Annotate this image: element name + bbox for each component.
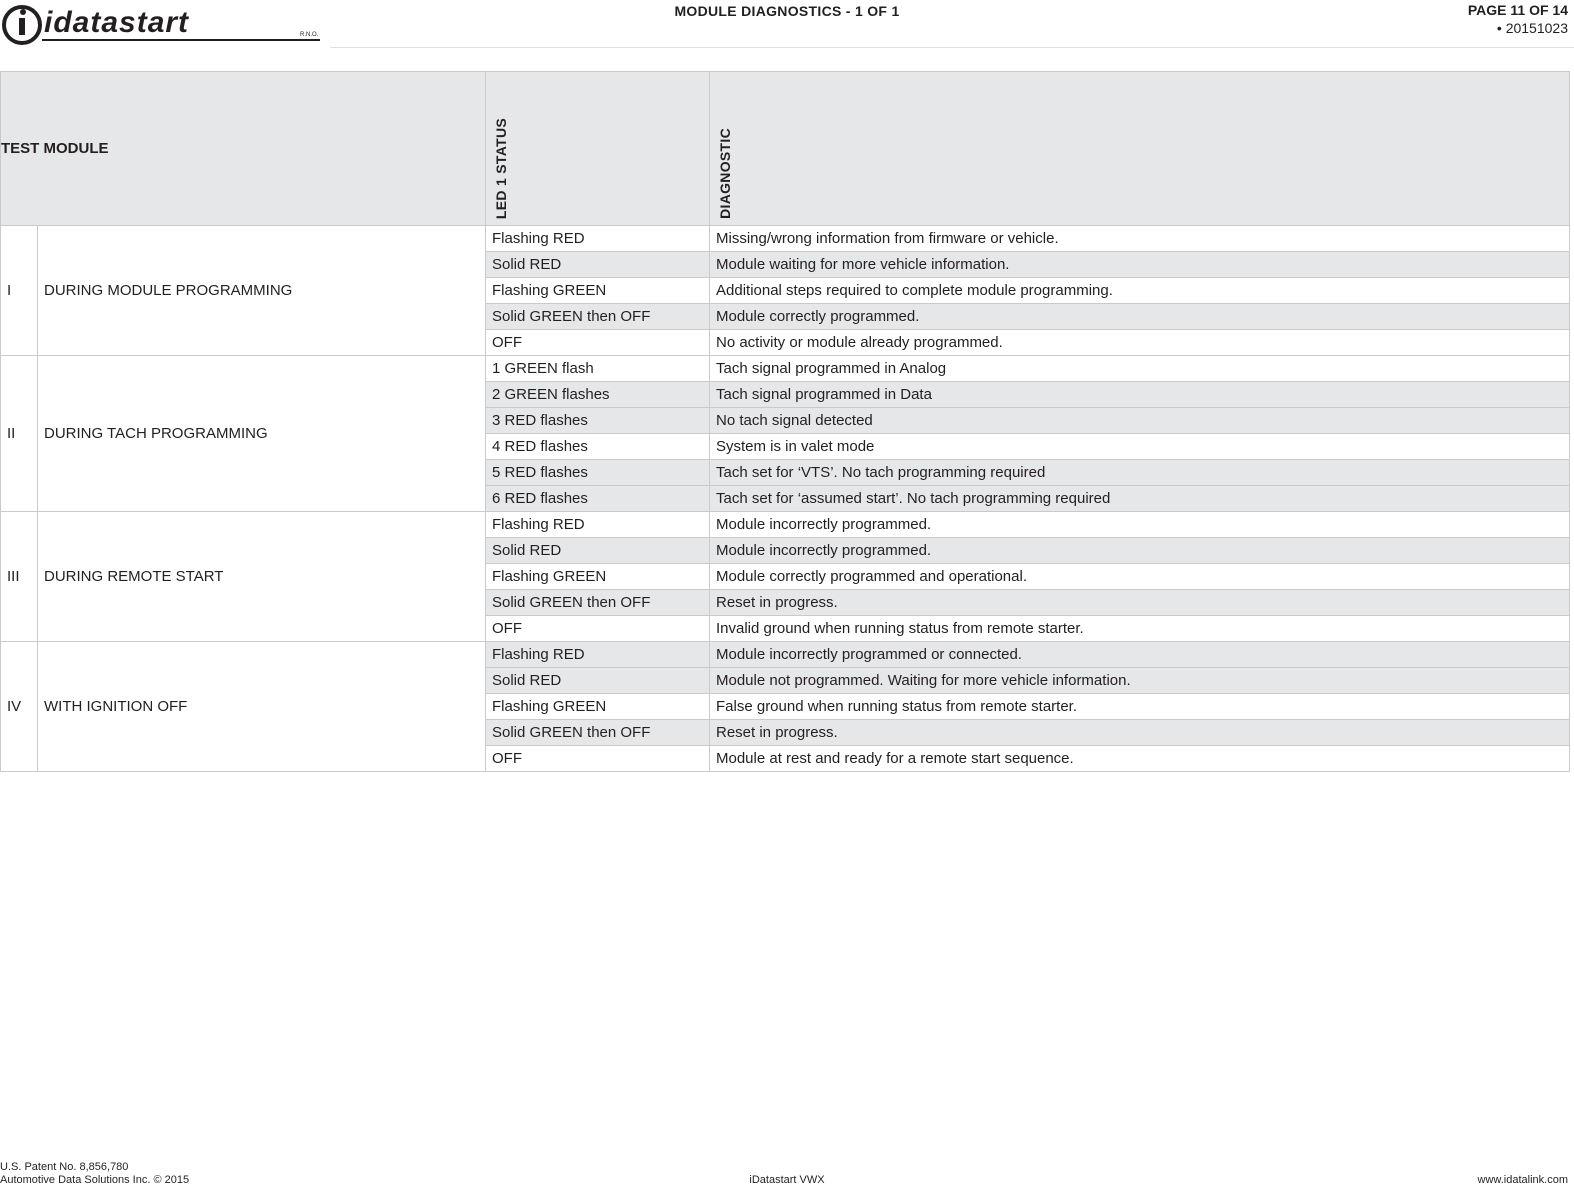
table-header-row: [1, 72, 1570, 226]
led-status-cell: Flashing GREEN: [486, 278, 710, 304]
table-body: [1, 226, 1570, 772]
diagnostic-cell: Module correctly programmed.: [710, 304, 1570, 330]
header-diagnostic: [710, 72, 1570, 226]
section-name: DURING TACH PROGRAMMING: [38, 356, 486, 512]
led-status-cell: Solid RED: [486, 252, 710, 278]
document-id: • 20151023: [1496, 20, 1568, 36]
led-status-cell: Solid GREEN then OFF: [486, 720, 710, 746]
led-status-cell: Flashing RED: [486, 512, 710, 538]
diagnostic-cell: Module incorrectly programmed.: [710, 512, 1570, 538]
diagnostic-cell: Tach set for ‘VTS’. No tach programming required: [710, 460, 1570, 486]
led-status-cell: Flashing GREEN: [486, 694, 710, 720]
diagnostic-cell: False ground when running status from remote starter.: [710, 694, 1570, 720]
table-row: [1, 642, 1570, 668]
led-status-cell: 4 RED flashes: [486, 434, 710, 460]
diagnostic-cell: Tach signal programmed in Data: [710, 382, 1570, 408]
section-numeral: II: [1, 356, 38, 512]
led-status-cell: 2 GREEN flashes: [486, 382, 710, 408]
led-status-cell: Flashing RED: [486, 642, 710, 668]
patent-text: U.S. Patent No. 8,856,780: [0, 1161, 129, 1173]
diagnostic-cell: Reset in progress.: [710, 720, 1570, 746]
header-led-status: [486, 72, 710, 226]
table-row: [1, 512, 1570, 538]
diagnostic-cell: Reset in progress.: [710, 590, 1570, 616]
diagnostic-cell: Module waiting for more vehicle information.: [710, 252, 1570, 278]
led-status-cell: Solid GREEN then OFF: [486, 590, 710, 616]
led-status-cell: 6 RED flashes: [486, 486, 710, 512]
diagnostic-cell: Module correctly programmed and operational.: [710, 564, 1570, 590]
section-name: DURING REMOTE START: [38, 512, 486, 642]
section-numeral: IV: [1, 642, 38, 772]
section-numeral: III: [1, 512, 38, 642]
diagnostic-cell: System is in valet mode: [710, 434, 1570, 460]
product-name: iDatastart VWX: [749, 1174, 825, 1186]
diagnostics-table: [0, 71, 1570, 772]
led-status-cell: Solid RED: [486, 538, 710, 564]
header-test-module: TEST MODULE: [1, 72, 486, 226]
led-status-cell: 5 RED flashes: [486, 460, 710, 486]
copyright-text: Automotive Data Solutions Inc. © 2015: [0, 1174, 190, 1186]
led-status-cell: OFF: [486, 330, 710, 356]
diagnostic-cell: No activity or module already programmed.: [710, 330, 1570, 356]
page-title: MODULE DIAGNOSTICS - 1 OF 1: [674, 3, 900, 19]
led-status-cell: 1 GREEN flash: [486, 356, 710, 382]
diagnostic-cell: Module not programmed. Waiting for more vehicle information.: [710, 668, 1570, 694]
led-status-cell: Solid RED: [486, 668, 710, 694]
led-status-cell: Flashing RED: [486, 226, 710, 252]
diagnostic-cell: Invalid ground when running status from remote starter.: [710, 616, 1570, 642]
diagnostic-cell: Additional steps required to complete module programming.: [710, 278, 1570, 304]
diagnostic-cell: No tach signal detected: [710, 408, 1570, 434]
section-name: DURING MODULE PROGRAMMING: [38, 226, 486, 356]
header-diagnostic-label: DIAGNOSTIC: [717, 128, 733, 219]
logo-trademark: R.N.O.: [300, 32, 319, 38]
diagnostic-cell: Module incorrectly programmed.: [710, 538, 1570, 564]
diagnostic-cell: Module at rest and ready for a remote start sequence.: [710, 746, 1570, 772]
table-row: [1, 226, 1570, 252]
diagnostic-cell: Tach set for ‘assumed start’. No tach programming required: [710, 486, 1570, 512]
page-number: PAGE 11 OF 14: [1467, 2, 1568, 18]
led-status-cell: Solid GREEN then OFF: [486, 304, 710, 330]
logo-wordmark: idatastart: [44, 6, 190, 39]
diagnostic-cell: Missing/wrong information from firmware or vehicle.: [710, 226, 1570, 252]
led-status-cell: OFF: [486, 746, 710, 772]
page-info: [1468, 1, 1568, 37]
diagnostic-cell: Tach signal programmed in Analog: [710, 356, 1570, 382]
header-led-status-label: LED 1 STATUS: [493, 117, 509, 219]
led-status-cell: 3 RED flashes: [486, 408, 710, 434]
diagnostic-cell: Module incorrectly programmed or connected.: [710, 642, 1570, 668]
website-text: www.idatalink.com: [1477, 1174, 1568, 1186]
section-numeral: I: [1, 226, 38, 356]
led-status-cell: Flashing GREEN: [486, 564, 710, 590]
led-status-cell: OFF: [486, 616, 710, 642]
table-row: [1, 356, 1570, 382]
section-name: WITH IGNITION OFF: [38, 642, 486, 772]
header-divider: [330, 47, 1574, 48]
